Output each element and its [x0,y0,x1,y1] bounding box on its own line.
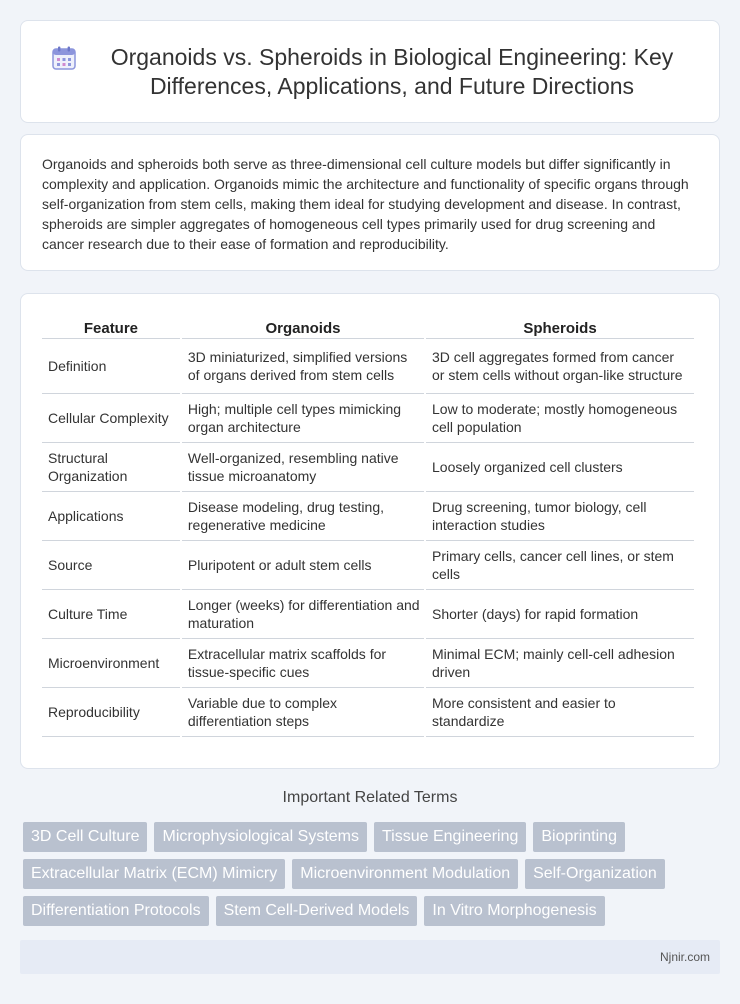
table-row [42,590,694,639]
term-tag[interactable]: Differentiation Protocols [23,896,209,926]
term-tag[interactable]: Tissue Engineering [374,822,526,852]
term-tag[interactable]: Microphysiological Systems [154,822,367,852]
footer [20,940,720,974]
spheroids-cell: Drug screening, tumor biology, cell interaction studies [426,492,694,541]
term-tag[interactable]: Microenvironment Modulation [292,859,518,889]
term-tag[interactable]: 3D Cell Culture [23,822,147,852]
table-row [42,339,694,394]
footer-site-link[interactable]: Njnir.com [659,950,710,964]
table-header-row [42,315,694,339]
calendar-icon [51,45,77,71]
table-row [42,492,694,541]
term-tag[interactable]: In Vitro Morphogenesis [424,896,604,926]
intro-paragraph: Organoids and spheroids both serve as three-dimensional cell culture models but differ significantly in complexity and application. Organoids mimic the architecture and functionality of specific organs through self-organization from stem cells, making them ideal for studying development and disease. In contrast, spheroids are simpler aggregates of homogeneous cell types primarily used for drug screening and cancer research due to their ease of formation and reproducibility. [42,156,689,252]
spheroids-cell: Low to moderate; mostly homogeneous cell population [426,394,694,443]
header-feature: Feature [42,315,180,339]
feature-cell: Definition [42,339,180,394]
spheroids-cell: More consistent and easier to standardize [426,688,694,737]
feature-cell: Cellular Complexity [42,394,180,443]
organoids-cell: Extracellular matrix scaffolds for tissue-specific cues [182,639,424,688]
table-row [42,394,694,443]
spheroids-cell: Minimal ECM; mainly cell-cell adhesion driven [426,639,694,688]
title-card [20,20,720,123]
spheroids-cell: Shorter (days) for rapid formation [426,590,694,639]
term-tag[interactable]: Self-Organization [525,859,665,889]
table-row [42,443,694,492]
organoids-cell: Variable due to complex differentiation steps [182,688,424,737]
table-row [42,688,694,737]
page-title: Organoids vs. Spheroids in Biological Engineering: Key Differences, Applications, and Future Directions [110,43,674,99]
tag-row [23,859,723,889]
feature-cell: Reproducibility [42,688,180,737]
feature-cell: Source [42,541,180,590]
feature-cell: Structural Organization [42,443,180,492]
related-terms-heading: Important Related Terms [282,789,458,806]
related-terms [23,822,723,933]
intro-card [20,134,720,271]
title-wrap [21,43,719,101]
header-organoids: Organoids [182,315,424,339]
tag-row [23,896,723,926]
term-tag[interactable]: Extracellular Matrix (ECM) Mimicry [23,859,285,889]
feature-cell: Applications [42,492,180,541]
feature-cell: Microenvironment [42,639,180,688]
spheroids-cell: Primary cells, cancer cell lines, or stem cells [426,541,694,590]
organoids-cell: Pluripotent or adult stem cells [182,541,424,590]
spheroids-cell: 3D cell aggregates formed from cancer or stem cells without organ-like structure [426,339,694,394]
comparison-card [20,293,720,769]
organoids-cell: 3D miniaturized, simplified versions of organs derived from stem cells [182,339,424,394]
organoids-cell: High; multiple cell types mimicking organ architecture [182,394,424,443]
tag-row [23,822,723,852]
term-tag[interactable]: Bioprinting [533,822,625,852]
table-row [42,541,694,590]
term-tag[interactable]: Stem Cell-Derived Models [216,896,418,926]
comparison-table [40,315,696,737]
table-row [42,639,694,688]
header-spheroids: Spheroids [426,315,694,339]
organoids-cell: Well-organized, resembling native tissue microanatomy [182,443,424,492]
spheroids-cell: Loosely organized cell clusters [426,443,694,492]
organoids-cell: Disease modeling, drug testing, regenerative medicine [182,492,424,541]
organoids-cell: Longer (weeks) for differentiation and maturation [182,590,424,639]
feature-cell: Culture Time [42,590,180,639]
